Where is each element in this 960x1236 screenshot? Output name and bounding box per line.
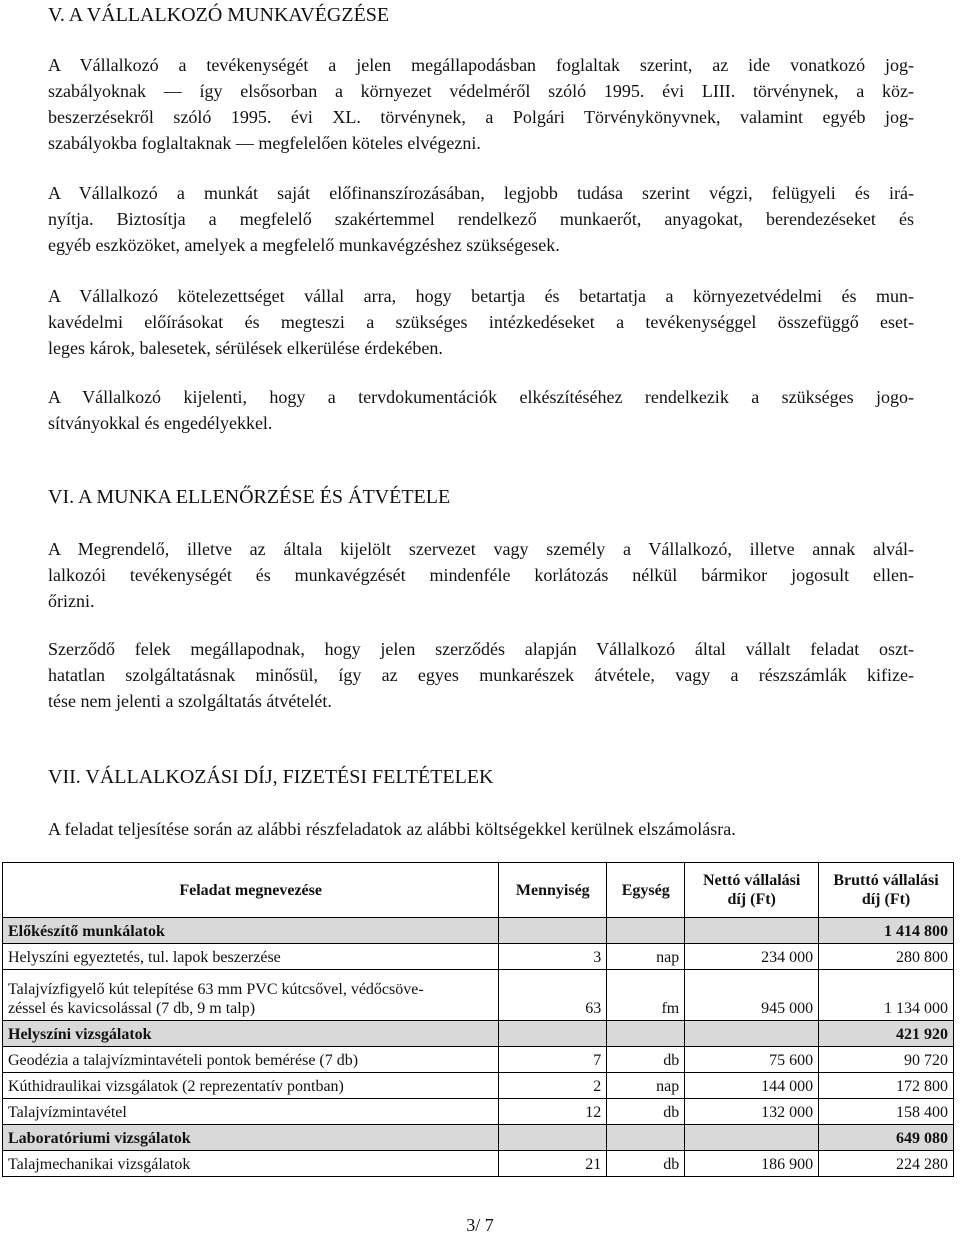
table-row [3,1099,954,1125]
row-task: Talajvízfigyelő kút telepítése 63 mm PVC kútcsővel, védőcsöve- zéssel és kavicsolással (7 db, 9 m talp) [3,970,499,1021]
group-gross: 421 920 [819,1021,954,1047]
section-5-paragraph-3: A Vállalkozó kötelezettséget vállal arra, hogy betartja és betartatja a környezetvédelmi és mun- kavédelmi előírásokat és megteszi a szükséges intézkedéseket a tevékenységgel összefüggő eset- leges károk, balesetek, sérülések elkerülése érdekében. [48,286,914,358]
section-7-title: VII. VÁLLALKOZÁSI DÍJ, FIZETÉSI FELTÉTELEK [48,766,494,788]
row-net: 186 900 [685,1151,819,1177]
group-name: Laboratóriumi vizsgálatok [3,1125,499,1151]
row-unit: fm [607,970,685,1021]
row-gross: 280 800 [819,944,954,970]
table-row [3,944,954,970]
table-row [3,1151,954,1177]
header-task: Feladat megnevezése [3,863,499,918]
table-group-row [3,1125,954,1151]
row-gross: 90 720 [819,1047,954,1073]
row-unit: db [607,1099,685,1125]
row-unit: db [607,1151,685,1177]
section-6-paragraph-1: A Megrendelő, illetve az általa kijelölt szervezet vagy személy a Vállalkozó, illetve annak alvál- lalkozói tevékenységét és munkavégzését mindenféle korlátozás nélkül bármikor jogosult ellen- őrizni. [48,539,914,611]
page-number: 3/ 7 [466,1215,494,1235]
row-gross: 1 134 000 [819,970,954,1021]
row-net: 144 000 [685,1073,819,1099]
table-row [3,1047,954,1073]
row-net: 132 000 [685,1099,819,1125]
group-name: Előkészítő munkálatok [3,918,499,944]
section-5-paragraph-2: A Vállalkozó a munkát saját előfinanszírozásában, legjobb tudása szerint végzi, felügyeli és irá- nyítja. Biztosítja a megfelelő szakértemmel rendelkező munkaerőt, anyagokat, berendezéseket és egyéb eszközöket, amelyek a megfelelő munkavégzéshez szükségesek. [48,183,914,255]
table-group-row [3,918,954,944]
row-quantity: 63 [499,970,607,1021]
row-task: Talajmechanikai vizsgálatok [3,1151,499,1177]
row-quantity: 2 [499,1073,607,1099]
section-7-intro: A feladat teljesítése során az alábbi részfeladatok az alábbi költségekkel kerülnek elszámolásra. [48,819,736,839]
row-net: 945 000 [685,970,819,1021]
row-gross: 158 400 [819,1099,954,1125]
row-unit: nap [607,944,685,970]
section-5-paragraph-1: A Vállalkozó a tevékenységét a jelen megállapodásban foglaltak szerint, az ide vonatkozó jog- szabályoknak — így elsősorban a környezet védelméről szóló 1995. évi LIII. törvénynek, a köz- beszerzésekről szóló 1995. évi XL. törvénynek, a Polgári Törvénykönyvnek, valamint egyéb jog- szabályokba foglaltaknak — megfelelően köteles elvégezni. [48,55,914,153]
row-unit: db [607,1047,685,1073]
row-gross: 224 280 [819,1151,954,1177]
group-gross: 1 414 800 [819,918,954,944]
header-quantity: Mennyiség [499,863,607,918]
group-name: Helyszíni vizsgálatok [3,1021,499,1047]
row-quantity: 21 [499,1151,607,1177]
header-net-fee: Nettó vállalási díj (Ft) [685,863,819,918]
section-6-title: VI. A MUNKA ELLENŐRZÉSE ÉS ÁTVÉTELE [48,486,451,508]
row-task: Talajvízmintavétel [3,1099,499,1125]
group-gross: 649 080 [819,1125,954,1151]
table-row [3,970,954,1021]
row-task: Kúthidraulikai vizsgálatok (2 reprezentatív pontban) [3,1073,499,1099]
row-task: Helyszíni egyeztetés, tul. lapok beszerzése [3,944,499,970]
section-6-paragraph-2: Szerződő felek megállapodnak, hogy jelen szerződés alapján Vállalkozó által vállalt feladat oszt- hatatlan szolgáltatásnak minősül, így az egyes munkarészek átvétele, vagy a részszámlák kifize- tése nem jelenti a szolgáltatás átvételét. [48,639,914,711]
row-quantity: 7 [499,1047,607,1073]
row-unit: nap [607,1073,685,1099]
header-unit: Egység [607,863,685,918]
row-net: 234 000 [685,944,819,970]
table-row [3,1073,954,1099]
row-quantity: 12 [499,1099,607,1125]
row-gross: 172 800 [819,1073,954,1099]
section-5-paragraph-4: A Vállalkozó kijelenti, hogy a tervdokumentációk elkészítéséhez rendelkezik a szükséges jogo- sítványokkal és engedélyekkel. [48,387,914,433]
row-quantity: 3 [499,944,607,970]
table-group-row [3,1021,954,1047]
table-header-row [3,863,954,918]
section-5-title: V. A VÁLLALKOZÓ MUNKAVÉGZÉSE [48,4,390,26]
row-task: Geodézia a talajvízmintavételi pontok bemérése (7 db) [3,1047,499,1073]
header-gross-fee: Bruttó vállalási díj (Ft) [819,863,954,918]
cost-table [2,862,954,1177]
row-net: 75 600 [685,1047,819,1073]
